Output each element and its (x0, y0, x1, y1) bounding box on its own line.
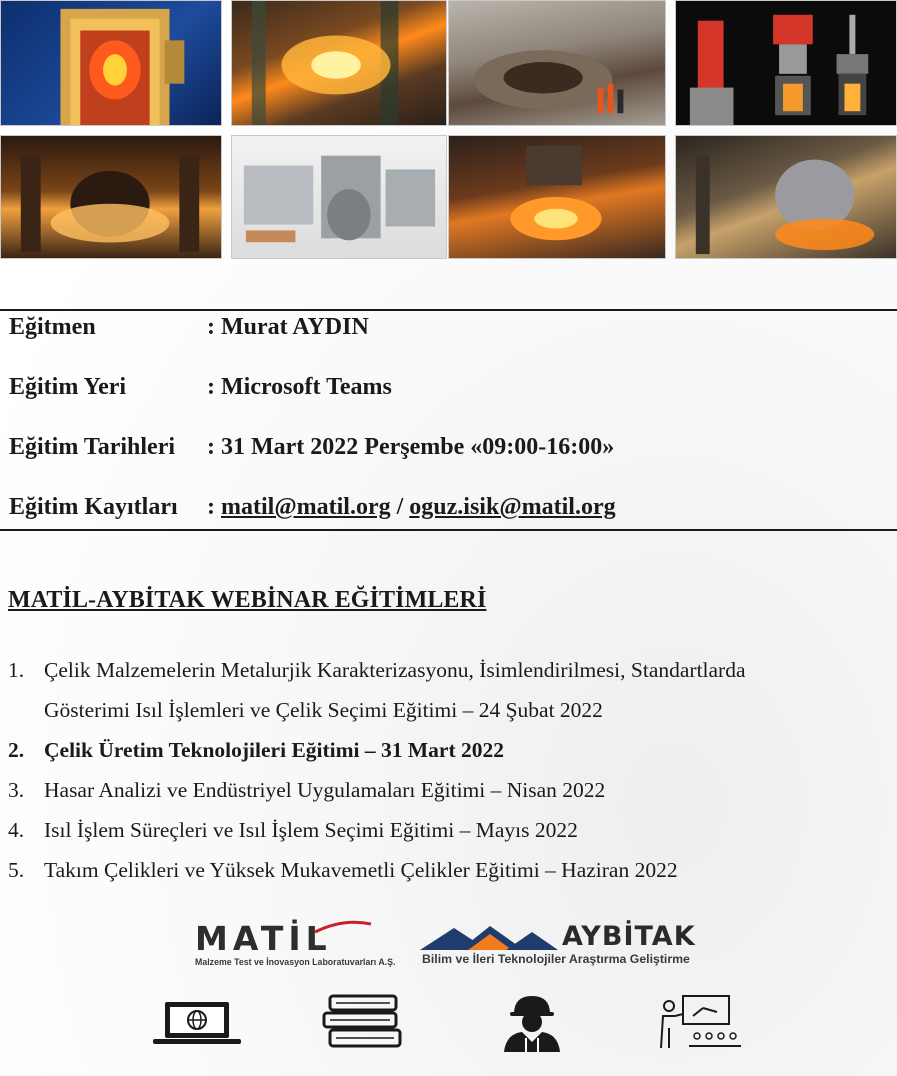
list-item-text: Isıl İşlem Süreçleri ve Isıl İşlem Seçimi Eğitimi – Mayıs 2022 (44, 818, 578, 842)
photo-vacuum-degassing-diagram (675, 0, 897, 126)
photo-furnace-workers (448, 0, 666, 126)
photo-molten-steel-tapping (448, 135, 666, 259)
email-link-oguz[interactable]: oguz.isik@matil.org (409, 494, 616, 520)
registration-label: Eğitim Kayıtları (9, 494, 178, 520)
photo-steel-pouring-hall (0, 135, 222, 259)
list-item-text-line2: Gösterimi Isıl İşlemleri ve Çelik Seçimi Eğitimi – 24 Şubat 2022 (44, 698, 603, 722)
list-item-number: 5. (8, 858, 25, 882)
teacher-board-icon (657, 994, 741, 1052)
matil-logo-subtitle: Malzeme Test ve İnovasyon Laboratuvarları A.Ş. (195, 957, 396, 967)
registration-value (207, 494, 616, 521)
location-label: Eğitim Yeri (9, 374, 127, 400)
aybitak-logo (420, 923, 710, 971)
dates-value: : 31 Mart 2022 Perşembe «09:00-16:00» (207, 434, 615, 460)
list-item-number: 1. (8, 658, 25, 682)
list-item-number: 3. (8, 778, 25, 802)
list-item-number: 2. (8, 738, 25, 762)
aybitak-mountain-icon (420, 926, 558, 950)
books-icon (320, 994, 406, 1050)
photo-furnace-plant-render (231, 135, 447, 259)
list-item-text: Takım Çelikleri ve Yüksek Mukavemetli Çelikler Eğitimi – Haziran 2022 (44, 858, 678, 882)
list-item-number: 4. (8, 818, 25, 842)
photo-ladle-pouring (675, 135, 897, 259)
trainer-value: : Murat AYDIN (207, 314, 369, 340)
location-row (9, 374, 889, 408)
registration-prefix: : (207, 494, 221, 520)
email-link-matil[interactable]: matil@matil.org (221, 494, 391, 520)
photo-ladle-furnace-cutaway (0, 0, 222, 126)
aybitak-logo-wordmark: AYBİTAK (562, 921, 696, 952)
list-title: MATİL-AYBİTAK WEBİNAR EĞİTİMLERİ (8, 587, 487, 613)
dates-label: Eğitim Tarihleri (9, 434, 176, 460)
trainer-row (9, 314, 889, 348)
table-top-rule (0, 309, 897, 311)
matil-logo-wordmark: MATİL (195, 919, 332, 958)
table-bottom-rule (0, 529, 897, 531)
laptop-globe-icon (153, 1000, 241, 1046)
dates-row (9, 434, 889, 468)
aybitak-logo-subtitle: Bilim ve İleri Teknolojiler Araştırma Geliştirme (422, 952, 690, 966)
list-item-text: Çelik Üretim Teknolojileri Eğitimi – 31 Mart 2022 (44, 738, 505, 762)
list-item-text: Hasar Analizi ve Endüstriyel Uygulamaları Eğitimi – Nisan 2022 (44, 778, 606, 802)
registration-row (9, 494, 889, 528)
worker-helmet-icon (500, 992, 564, 1052)
location-value: : Microsoft Teams (207, 374, 392, 400)
trainer-label: Eğitmen (9, 314, 96, 340)
matil-logo (195, 919, 396, 972)
list-item-text-line1: Çelik Malzemelerin Metalurjik Karakterizasyonu, İsimlendirilmesi, Standartlarda (44, 658, 746, 682)
photo-electric-arc-furnace-sparks (231, 0, 447, 126)
matil-swoosh-icon (313, 920, 373, 934)
registration-separator: / (390, 494, 410, 520)
